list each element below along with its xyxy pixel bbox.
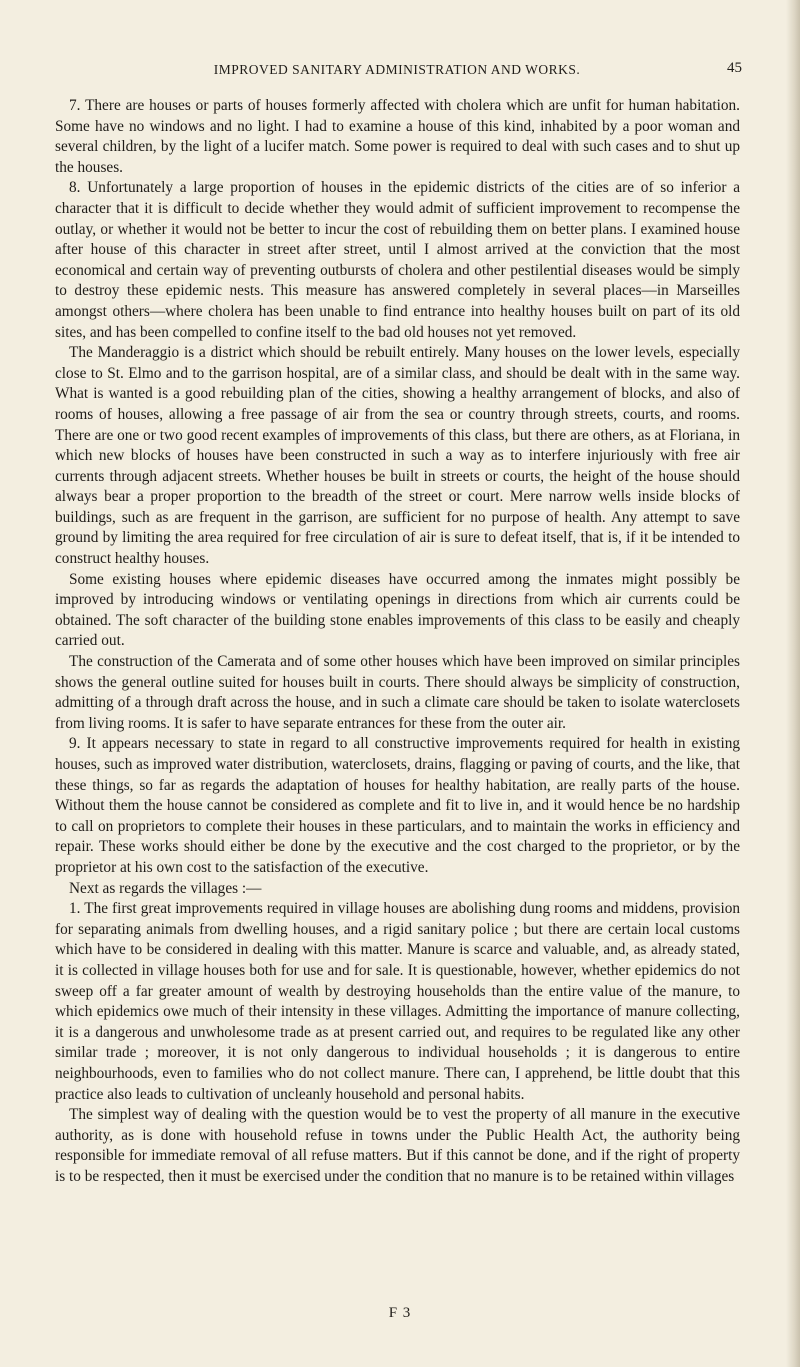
page-number: 45 xyxy=(727,60,742,76)
page-edge xyxy=(786,0,800,1367)
paragraph-villages-heading: Next as regards the villages :— xyxy=(69,879,262,897)
paragraph-7: 7. There are houses or parts of houses formerly affected with cholera which are unfit for human habitation. Some have no windows and no light. I had to examine a house of this kind, inhabited by a poor woman and several children, by the light of a lucifer match. Some power is required to deal with such cases and to shut up the houses. xyxy=(55,97,740,176)
paragraph-manderaggio: The Manderaggio is a district which should be rebuilt entirely. Many houses on the lower levels, especially close to St. Elmo and to the garrison hospital, are of a similar class, and should be dealt with in the same way. What is wanted is a good rebuilding plan of the cities, showing a healthy arrangement of blocks, and also of rooms of houses, allowing a free passage of air from the sea or country through streets, courts, and rooms. There are one or two good recent examples of improvements of this class, but there are others, as at Floriana, in which new blocks of houses have been constructed in such a way as to interfere injuriously with free air currents through adjacent streets. Whether houses be built in streets or courts, the height of the house should always bear a proper proportion to the breadth of the street or court. Mere narrow wells inside blocks of buildings, such as are frequent in the garrison, are sufficient for no purpose of health. Any attempt to save ground by limiting the area required for free circulation of air is sure to defeat itself, that is, if it be intended to construct healthy houses. xyxy=(55,344,740,568)
signature-mark: F 3 xyxy=(388,1305,412,1321)
page-header xyxy=(52,62,742,82)
body-text xyxy=(55,96,740,1187)
running-head: IMPROVED SANITARY ADMINISTRATION AND WORKS. xyxy=(213,62,581,77)
paragraph-8: 8. Unfortunately a large proportion of houses in the epidemic districts of the cities are of so inferior a character that it is difficult to decide whether they would admit of sufficient improvement to recompense the outlay, or whether it would not be better to incur the cost of rebuilding them on better plans. I examined house after house of this character in street after street, until I almost arrived at the conviction that the most economical and certain way of preventing outbursts of cholera and other pestilential diseases would be simply to destroy these epidemic nests. This measure has answered completely in several places—in Marseilles amongst others—where cholera has been unable to find entrance into healthy houses built on part of its old sites, and has been compelled to confine itself to the bad old houses not yet removed. xyxy=(55,179,740,341)
paragraph-existing-houses: Some existing houses where epidemic diseases have occurred among the inmates might possibly be improved by introducing windows or ventilating openings in directions from which air currents could be obtained. The soft character of the building stone enables improvements of this class to be easily and cheaply carried out. xyxy=(55,570,740,650)
paragraph-camerata: The construction of the Camerata and of some other houses which have been improved on similar principles shows the general outline suited for houses built in courts. There should always be simplicity of construction, admitting of a through draft across the house, and in such a climate care should be taken to isolate waterclosets from living rooms. It is safer to have separate entrances for these from the outer air. xyxy=(55,653,740,732)
paragraph-villages-1: 1. The first great improvements required in village houses are abolishing dung rooms and middens, provision for separating animals from dwelling houses, and a rigid sanitary police ; but there are certain local customs which have to be considered in dealing with this matter. Manure is scarce and valuable, and, as already stated, it is collected in village houses both for use and for sale. It is questionable, however, whether epidemics do not sweep off a far greater amount of wealth by destroying households than the entire value of the manure, to which epidemics owe much of their intensity in these villages. Admitting the importance of manure collecting, it is a dangerous and unwholesome trade as at present carried out, and requires to be regulated like any other similar trade ; moreover, it is not only dangerous to individual households ; it is dangerous to entire neighbourhoods, even to families who do not collect manure. There can, I apprehend, be little doubt that this practice also leads to cultivation of uncleanly household and personal habits. xyxy=(55,900,740,1103)
paragraph-simplest-way: The simplest way of dealing with the question would be to vest the property of all manure in the executive authority, as is done with household refuse in towns under the Public Health Act, the authority being responsible for immediate removal of all refuse matters. But if this cannot be done, and if the right of property is to be respected, then it must be exercised under the condition that no manure is to be retained within villages xyxy=(55,1106,740,1185)
paragraph-9: 9. It appears necessary to state in regard to all constructive improvements required for health in existing houses, such as improved water distribution, waterclosets, drains, flagging or paving of courts, and the like, that these things, so far as regards the adaptation of houses for healthy habitation, are really parts of the house. Without them the house cannot be considered as complete and fit to live in, and it would hence be no hardship to call on proprietors to complete their houses in these particulars, and to maintain the works in efficiency and repair. These works should either be done by the executive and the cost charged to the proprietor, or by the proprietor at his own cost to the satisfaction of the executive. xyxy=(55,735,740,876)
